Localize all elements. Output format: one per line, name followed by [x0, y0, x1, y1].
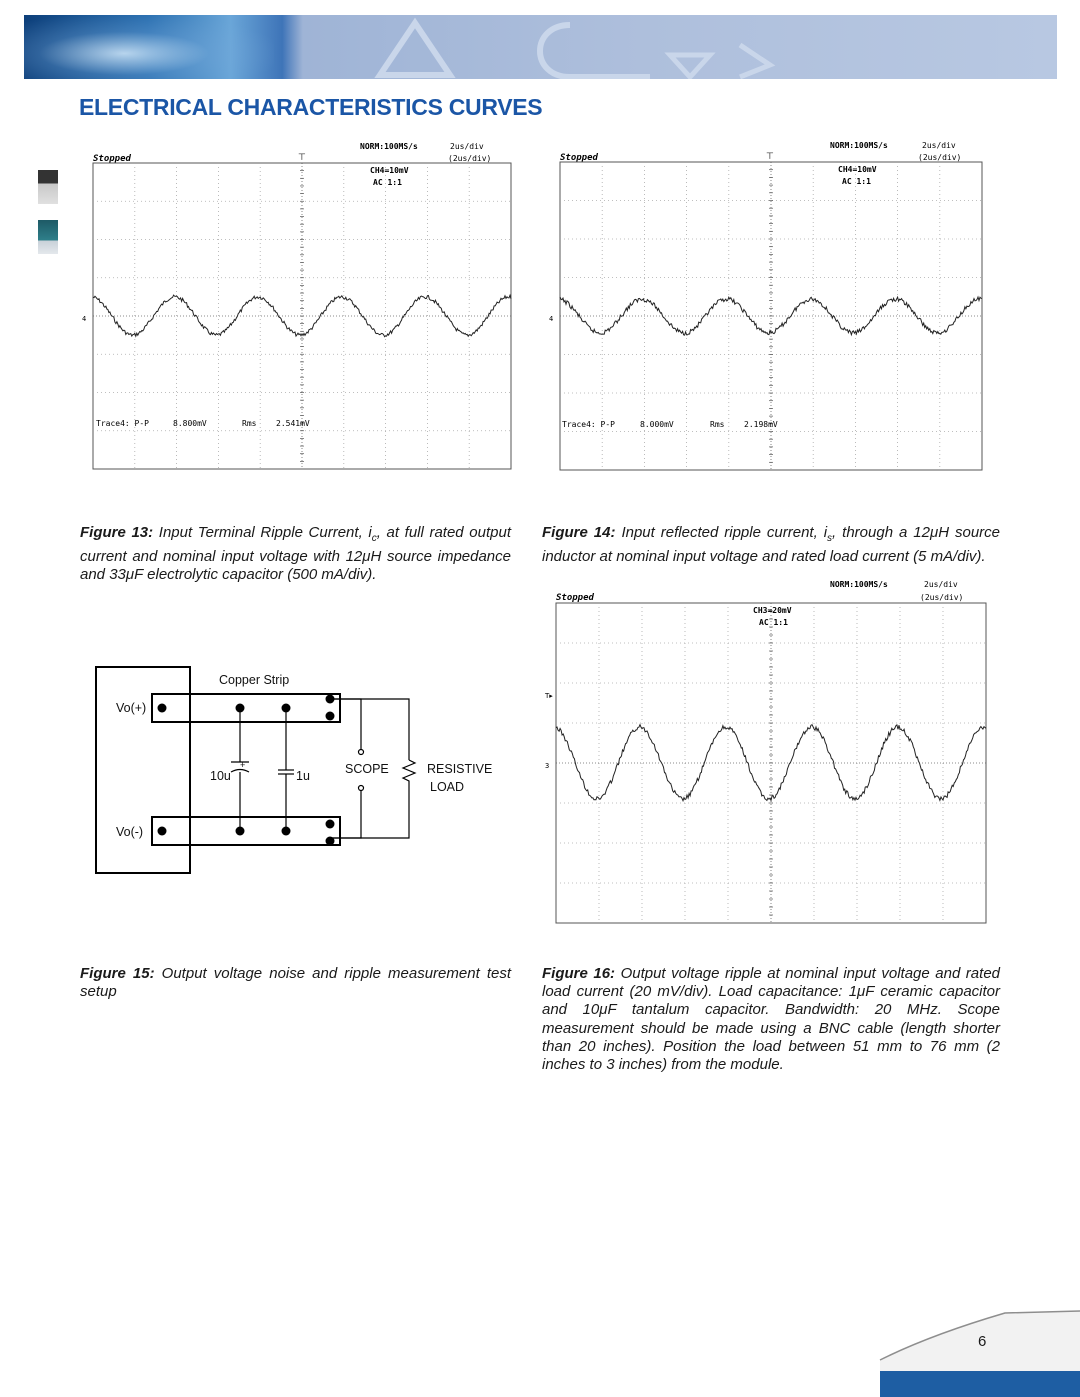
load-label-line2: LOAD [430, 780, 465, 794]
page-number: 6 [978, 1333, 987, 1350]
caption-label: Figure 13: [80, 524, 154, 541]
scope-coupling: AC 1:1 [842, 177, 871, 186]
vo-plus-label: Vo(+) [116, 701, 147, 715]
measure-rms-value: 2.541mV [276, 419, 310, 428]
load-label-line1: RESISTIVE [427, 762, 493, 776]
scope-timebase: 2us/div [924, 580, 958, 589]
measure-pp-value: 8.800mV [173, 419, 207, 428]
cap-polarity-label: + [240, 760, 246, 770]
measure-trace-label: Trace4: P-P [96, 419, 149, 428]
channel-marker: 3 [545, 762, 550, 770]
scope-label: SCOPE [345, 762, 389, 776]
caption-label: Figure 16: [542, 965, 616, 982]
caption-fig16: Figure 16: Output voltage ripple at nominal input voltage and rated load current (20 mV/div). Load capacitance: 1μF ceramic capacitor and 10μF tantalum capacitor. Bandwidth: 20 MHz. Scope measurement should be made using a BNC cable (length shorter than 20 inches). Position the load between 51 mm to 76 mm (2 inches to 3 inches) from the module. [542, 965, 1000, 1074]
scope-coupling: AC 1:1 [759, 618, 788, 627]
scope-timebase-sub: (2us/div) [918, 153, 962, 162]
scope-status: Stopped [93, 154, 131, 164]
measure-rms-label: Rms [242, 419, 257, 428]
caption-fig15: Figure 15: Output voltage noise and ripple measurement test setup [80, 965, 511, 1001]
scope-screenshot-fig13 [80, 136, 520, 481]
caption-fig13: Figure 13: Input Terminal Ripple Current, $i_c$, at full rated output current and nominal input voltage with 12μH source impedance and 33μF electrolytic capacitor (500 mA/div). [80, 524, 511, 584]
test-setup-schematic [90, 662, 510, 877]
side-tab-marker [38, 220, 58, 254]
scope-sample-rate: NORM:100MS/s [360, 142, 418, 151]
scope-coupling: AC 1:1 [373, 178, 402, 187]
scope-timebase: 2us/div [922, 141, 956, 150]
trigger-icon: ⊤ [766, 152, 774, 162]
page-title: ELECTRICAL CHARACTERISTICS CURVES [79, 94, 543, 120]
scope-timebase-sub: (2us/div) [920, 593, 964, 602]
measure-rms-value: 2.198mV [744, 420, 778, 429]
vo-minus-label: Vo(-) [116, 825, 144, 839]
measure-trace-label: Trace4: P-P [562, 420, 615, 429]
caption-label: Figure 14: [542, 524, 616, 541]
scope-timebase: 2us/div [450, 142, 484, 151]
footer-corner-graphic [870, 1305, 1080, 1397]
scope-channel: CH4=10mV [838, 165, 877, 174]
measure-pp-value: 8.000mV [640, 420, 674, 429]
measure-rms-label: Rms [710, 420, 725, 429]
scope-status: Stopped [556, 593, 594, 603]
caption-fig14: Figure 14: Input reflected ripple current, $i_s$, through a 12μH source inductor at nominal input voltage and rated load current (5 mA/div). [542, 524, 1001, 566]
copper-strip-label: Copper Strip [219, 673, 290, 687]
scope-screenshot-fig16 [542, 576, 992, 931]
scope-sample-rate: NORM:100MS/s [830, 141, 888, 150]
channel-marker: 4 [82, 315, 87, 323]
scope-channel: CH4=10mV [370, 166, 409, 175]
channel-marker: 4 [549, 315, 554, 323]
banner-logo-watermark [270, 15, 1057, 79]
scope-screenshot-fig14 [548, 136, 988, 481]
scope-sample-rate: NORM:100MS/s [830, 580, 888, 589]
cap-10u-label: 10u [210, 769, 231, 783]
cap-1u-label: 1u [296, 769, 310, 783]
trigger-icon: ⊤ [298, 153, 306, 163]
side-tab-marker [38, 170, 58, 204]
trigger-level-icon: T▸ [545, 692, 553, 700]
scope-timebase-sub: (2us/div) [448, 154, 492, 163]
banner-graphic [24, 15, 274, 79]
scope-status: Stopped [560, 153, 598, 163]
scope-channel: CH3=20mV [753, 606, 792, 615]
caption-label: Figure 15: [80, 965, 155, 982]
